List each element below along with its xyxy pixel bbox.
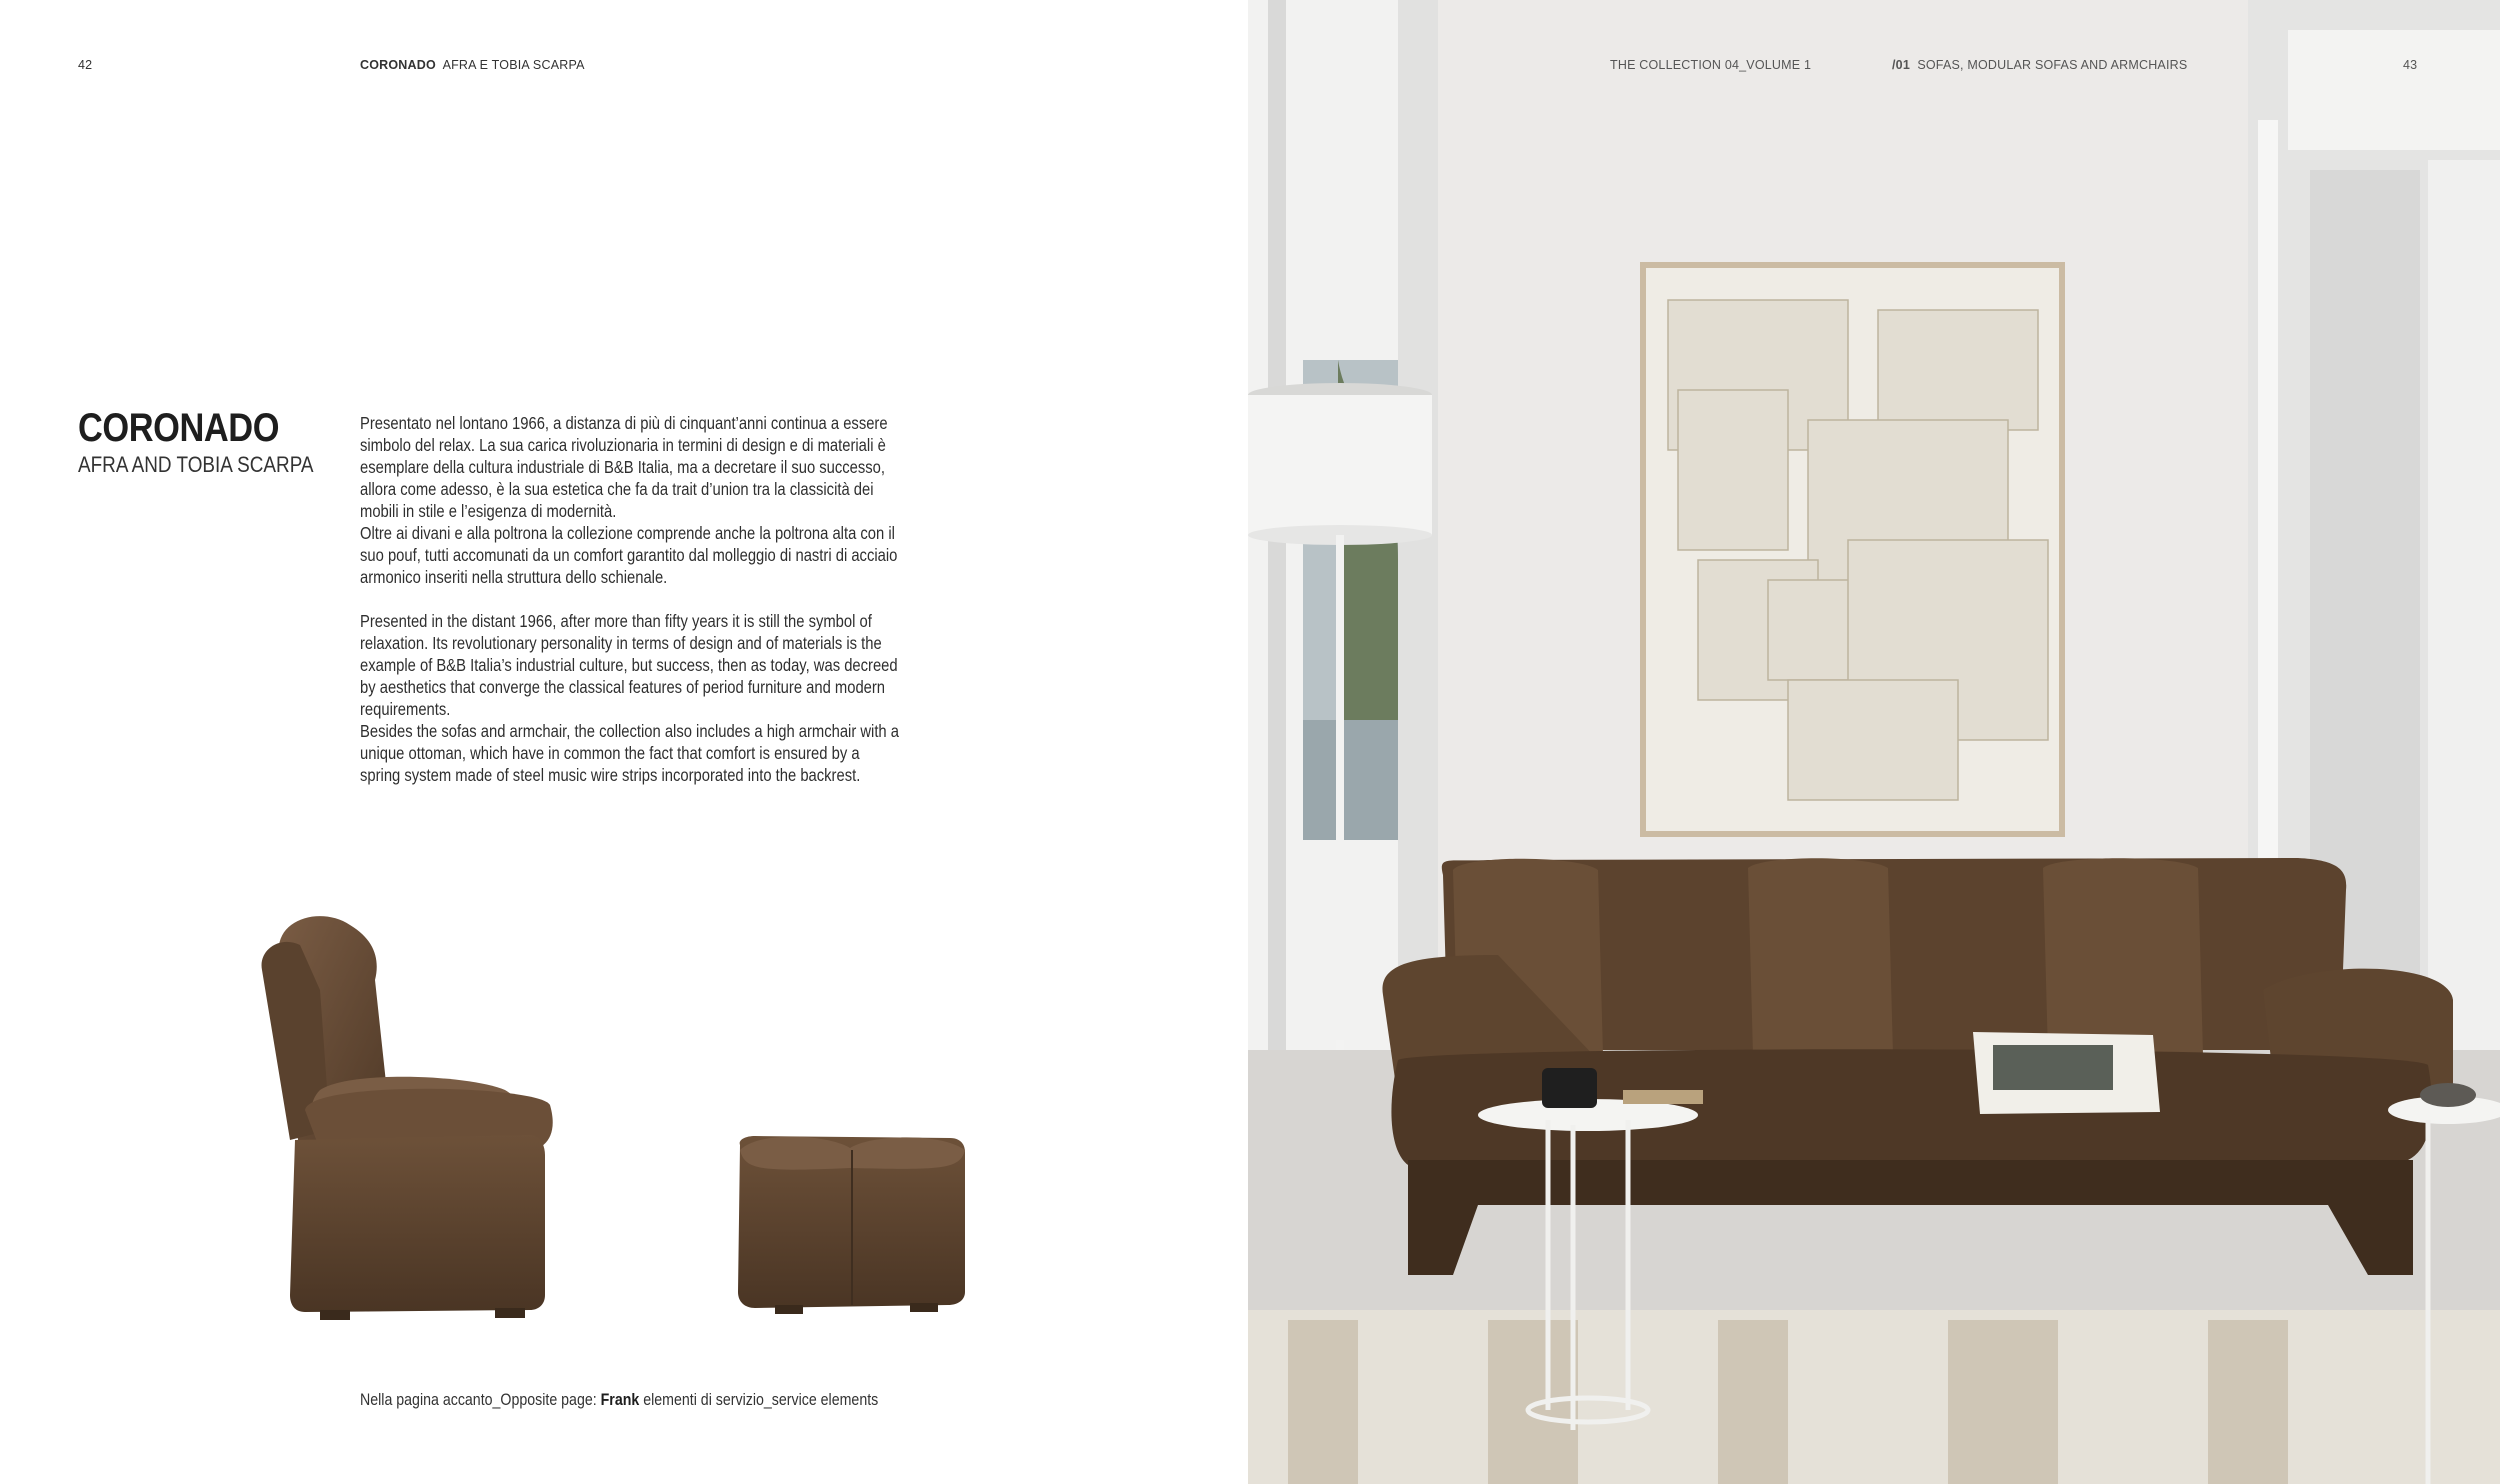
section-title: SOFAS, MODULAR SOFAS AND ARMCHAIRS [1917, 58, 2188, 72]
section-number: /01 [1892, 58, 1910, 72]
paragraph-it-2: Oltre ai divani e alla poltrona la collezione comprende anche la poltrona alta con il suo pouf, tutti accomunati da un comfort garantito dal molleggio di nastri di acciaio armonico inseriti nella struttura dello schienale. [360, 523, 898, 587]
armchair-ottoman-image [240, 900, 980, 1320]
caption-prefix: Nella pagina accanto_Opposite page: [360, 1391, 597, 1409]
english-text [360, 610, 902, 786]
image-caption [360, 1391, 878, 1410]
caption-product: Frank [600, 1391, 640, 1409]
caption-suffix: elementi di servizio_service elements [643, 1391, 879, 1409]
paragraph-it-1: Presentato nel lontano 1966, a distanza di più di cinquant’anni continua a essere simbolo del relax. La sua carica rivoluzionaria in termini di design e di materiali è esemplare della cultura industriale di B&B Italia, ma a decretare il suo successo, allora come adesso, è la sua estetica che fa da trait d’union tra la classicità dei mobili in stile e l’esigenza di modernità. [360, 413, 888, 521]
product-designers: AFRA AND TOBIA SCARPA [78, 452, 314, 477]
paragraph-en-2: Besides the sofas and armchair, the collection also includes a high armchair with a unique ottoman, which have in common the fact that comfort is ensured by a spring system made of steel music wire strips incorporated into the backrest. [360, 721, 899, 785]
living-room-photo [1248, 0, 2500, 1484]
paragraph-en-1: Presented in the distant 1966, after more than fifty years it is still the symbol of relaxation. Its revolutionary personality in terms of design and of materials is the example of B&B Italia’s industrial culture, but success, then as today, was decreed by aesthetics that converge the classical features of period furniture and modern requirements. [360, 611, 898, 719]
product-title: CORONADO [78, 406, 280, 450]
page-number-right: 43 [2403, 58, 2418, 72]
running-header-left [360, 58, 585, 72]
page-number-left: 42 [78, 58, 93, 72]
running-header-collection: THE COLLECTION 04_VOLUME 1 [1610, 58, 1812, 72]
left-page [0, 0, 1248, 1484]
product-description [360, 412, 902, 786]
right-page [1248, 0, 2500, 1484]
running-header-section [1892, 58, 2187, 72]
running-header-product: CORONADO [360, 58, 436, 72]
running-header-designers: AFRA E TOBIA SCARPA [442, 58, 585, 72]
italian-text [360, 412, 902, 588]
